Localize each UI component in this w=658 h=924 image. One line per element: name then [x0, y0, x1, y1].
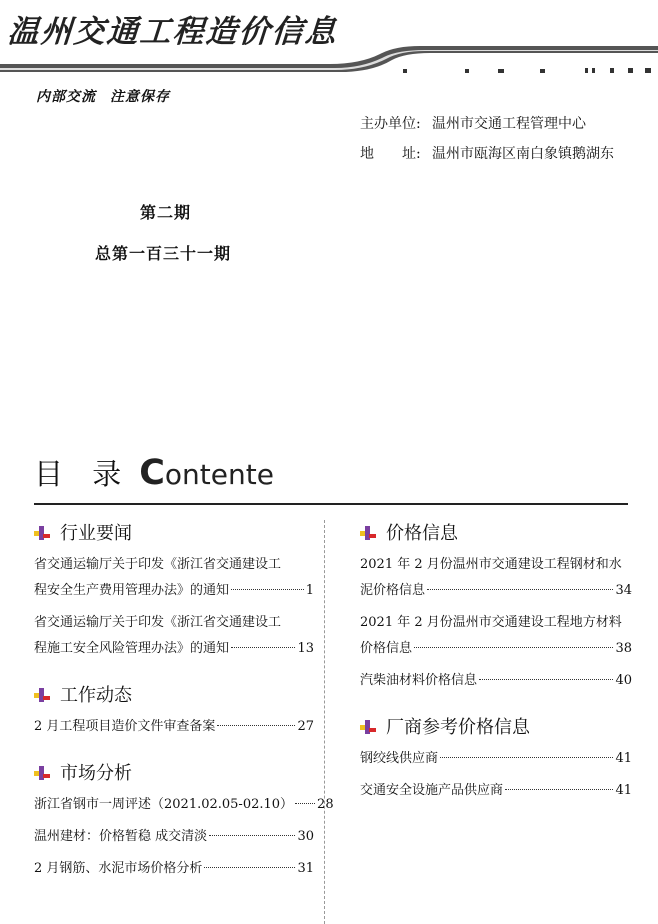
- toc-entry-title: 汽柴油材料价格信息: [360, 673, 478, 688]
- column-divider: [324, 520, 325, 924]
- publisher-address: [360, 143, 614, 163]
- toc-page-number: 28: [317, 797, 334, 812]
- toc-entry-last-line: [34, 636, 314, 662]
- toc-leader-dots: [231, 589, 304, 590]
- address-label: 地 址:: [360, 146, 421, 162]
- toc-leader-dots: [440, 757, 613, 758]
- toc-section-title: [34, 520, 314, 544]
- toc-entry-last-line: [360, 636, 632, 662]
- toc-entry-last-line: [34, 824, 314, 850]
- toc-leader-dots: [204, 867, 295, 868]
- toc-page-number: 34: [615, 583, 632, 598]
- toc-leader-dots: [414, 647, 613, 648]
- toc-leader-dots: [209, 835, 295, 836]
- section-bullet-icon: [34, 686, 50, 702]
- toc-entry-last-line: [360, 778, 632, 804]
- toc-entry-line1: 省交通运输厅关于印发《浙江省交通建设工: [34, 557, 282, 572]
- toc-leader-dots: [427, 589, 613, 590]
- section-bullet-icon: [360, 524, 376, 540]
- section-heading: 价格信息: [386, 523, 458, 544]
- toc-section: [34, 682, 314, 740]
- toc-entry-link[interactable]: [34, 714, 314, 740]
- section-bullet-icon: [34, 764, 50, 780]
- toc-leader-dots: [217, 725, 295, 726]
- toc-rule: [34, 503, 628, 505]
- toc-section: [34, 520, 314, 662]
- toc-entry-link[interactable]: [34, 824, 314, 850]
- address-value: 温州市瓯海区南白象镇鹅湖东: [432, 146, 614, 162]
- toc-entry-last-line: [34, 714, 314, 740]
- toc-page-number: 1: [305, 583, 314, 598]
- sponsor-value: 温州市交通工程管理中心: [432, 116, 586, 132]
- toc-leader-dots: [295, 803, 315, 804]
- toc-page-number: 40: [615, 673, 632, 688]
- toc-page-number: 13: [297, 641, 314, 656]
- section-heading: 工作动态: [60, 685, 132, 706]
- notice-keep-safe: 注意保存: [110, 89, 170, 105]
- toc-page-number: 41: [615, 783, 632, 798]
- toc-section-title: [360, 520, 632, 544]
- toc-entry-last-line: [34, 856, 314, 882]
- toc-entry-last-line: [34, 792, 334, 818]
- toc-entry-line1: 省交通运输厅关于印发《浙江省交通建设工: [34, 615, 282, 630]
- toc-title-en-cap: C: [139, 453, 165, 493]
- toc-entry-title: 程施工安全风险管理办法》的通知: [34, 641, 230, 656]
- toc-section: [360, 520, 632, 694]
- toc-right-column: [360, 520, 632, 824]
- toc-page-number: 41: [615, 751, 632, 766]
- toc-entry-last-line: [360, 578, 632, 604]
- toc-entry-title: 泥价格信息: [360, 583, 426, 598]
- notice-internal-exchange: 内部交流: [36, 89, 96, 105]
- toc-page-number: 27: [297, 719, 314, 734]
- toc-entry-link[interactable]: [34, 610, 314, 662]
- section-bullet-icon: [34, 524, 50, 540]
- toc-entry-title: 2 月工程项目造价文件审查备案: [34, 719, 216, 734]
- sponsor-label: 主办单位:: [360, 116, 421, 132]
- toc-entry-line1: 2021 年 2 月份温州市交通建设工程钢材和水: [360, 557, 622, 572]
- toc-entry-link[interactable]: [360, 778, 632, 804]
- section-heading: 行业要闻: [60, 523, 132, 544]
- masthead-title: 温州交通工程造价信息: [6, 14, 340, 50]
- toc-entry-link[interactable]: [360, 746, 632, 772]
- section-heading: 厂商参考价格信息: [386, 717, 530, 738]
- toc-entry-link[interactable]: [34, 552, 314, 604]
- toc-leader-dots: [505, 789, 613, 790]
- toc-section-title: [34, 760, 314, 784]
- toc-entry-link[interactable]: [34, 856, 314, 882]
- header-swoosh-decoration: [0, 44, 658, 78]
- issue-number: 第二期: [140, 203, 192, 222]
- toc-heading: [34, 452, 274, 492]
- section-bullet-icon: [360, 718, 376, 734]
- toc-section: [360, 714, 632, 804]
- toc-entry-title: 温州建材：价格暂稳 成交清淡: [34, 829, 208, 844]
- toc-entry-title: 浙江省钢市一周评述（2021.02.05-02.10）: [34, 797, 294, 812]
- toc-section: [34, 760, 334, 882]
- toc-leader-dots: [231, 647, 295, 648]
- toc-page-number: 38: [615, 641, 632, 656]
- toc-page-number: 30: [297, 829, 314, 844]
- toc-entry-last-line: [360, 668, 632, 694]
- toc-leader-dots: [479, 679, 613, 680]
- toc-entry-title: 价格信息: [360, 641, 413, 656]
- toc-title-en-rest: ontente: [164, 458, 274, 491]
- toc-entry-link[interactable]: [360, 668, 632, 694]
- issue-total: 总第一百三十一期: [95, 244, 232, 263]
- toc-entry-title: 钢绞线供应商: [360, 751, 439, 766]
- toc-section-title: [34, 682, 314, 706]
- toc-entry-link[interactable]: [34, 792, 334, 818]
- toc-entry-last-line: [34, 578, 314, 604]
- toc-section-title: [360, 714, 632, 738]
- toc-entry-line1: 2021 年 2 月份温州市交通建设工程地方材料: [360, 615, 622, 630]
- toc-entry-title: 程安全生产费用管理办法》的通知: [34, 583, 230, 598]
- toc-entry-title: 2 月钢筋、水泥市场价格分析: [34, 861, 203, 876]
- section-heading: 市场分析: [60, 763, 132, 784]
- toc-left-column: [34, 520, 334, 902]
- toc-page-number: 31: [297, 861, 314, 876]
- toc-entry-last-line: [360, 746, 632, 772]
- publisher-sponsor: [360, 113, 586, 133]
- toc-entry-title: 交通安全设施产品供应商: [360, 783, 504, 798]
- toc-title-en: [139, 453, 274, 493]
- toc-entry-link[interactable]: [360, 552, 632, 604]
- toc-title-cn: 目 录: [34, 457, 132, 491]
- toc-entry-link[interactable]: [360, 610, 632, 662]
- internal-notice: [36, 86, 170, 106]
